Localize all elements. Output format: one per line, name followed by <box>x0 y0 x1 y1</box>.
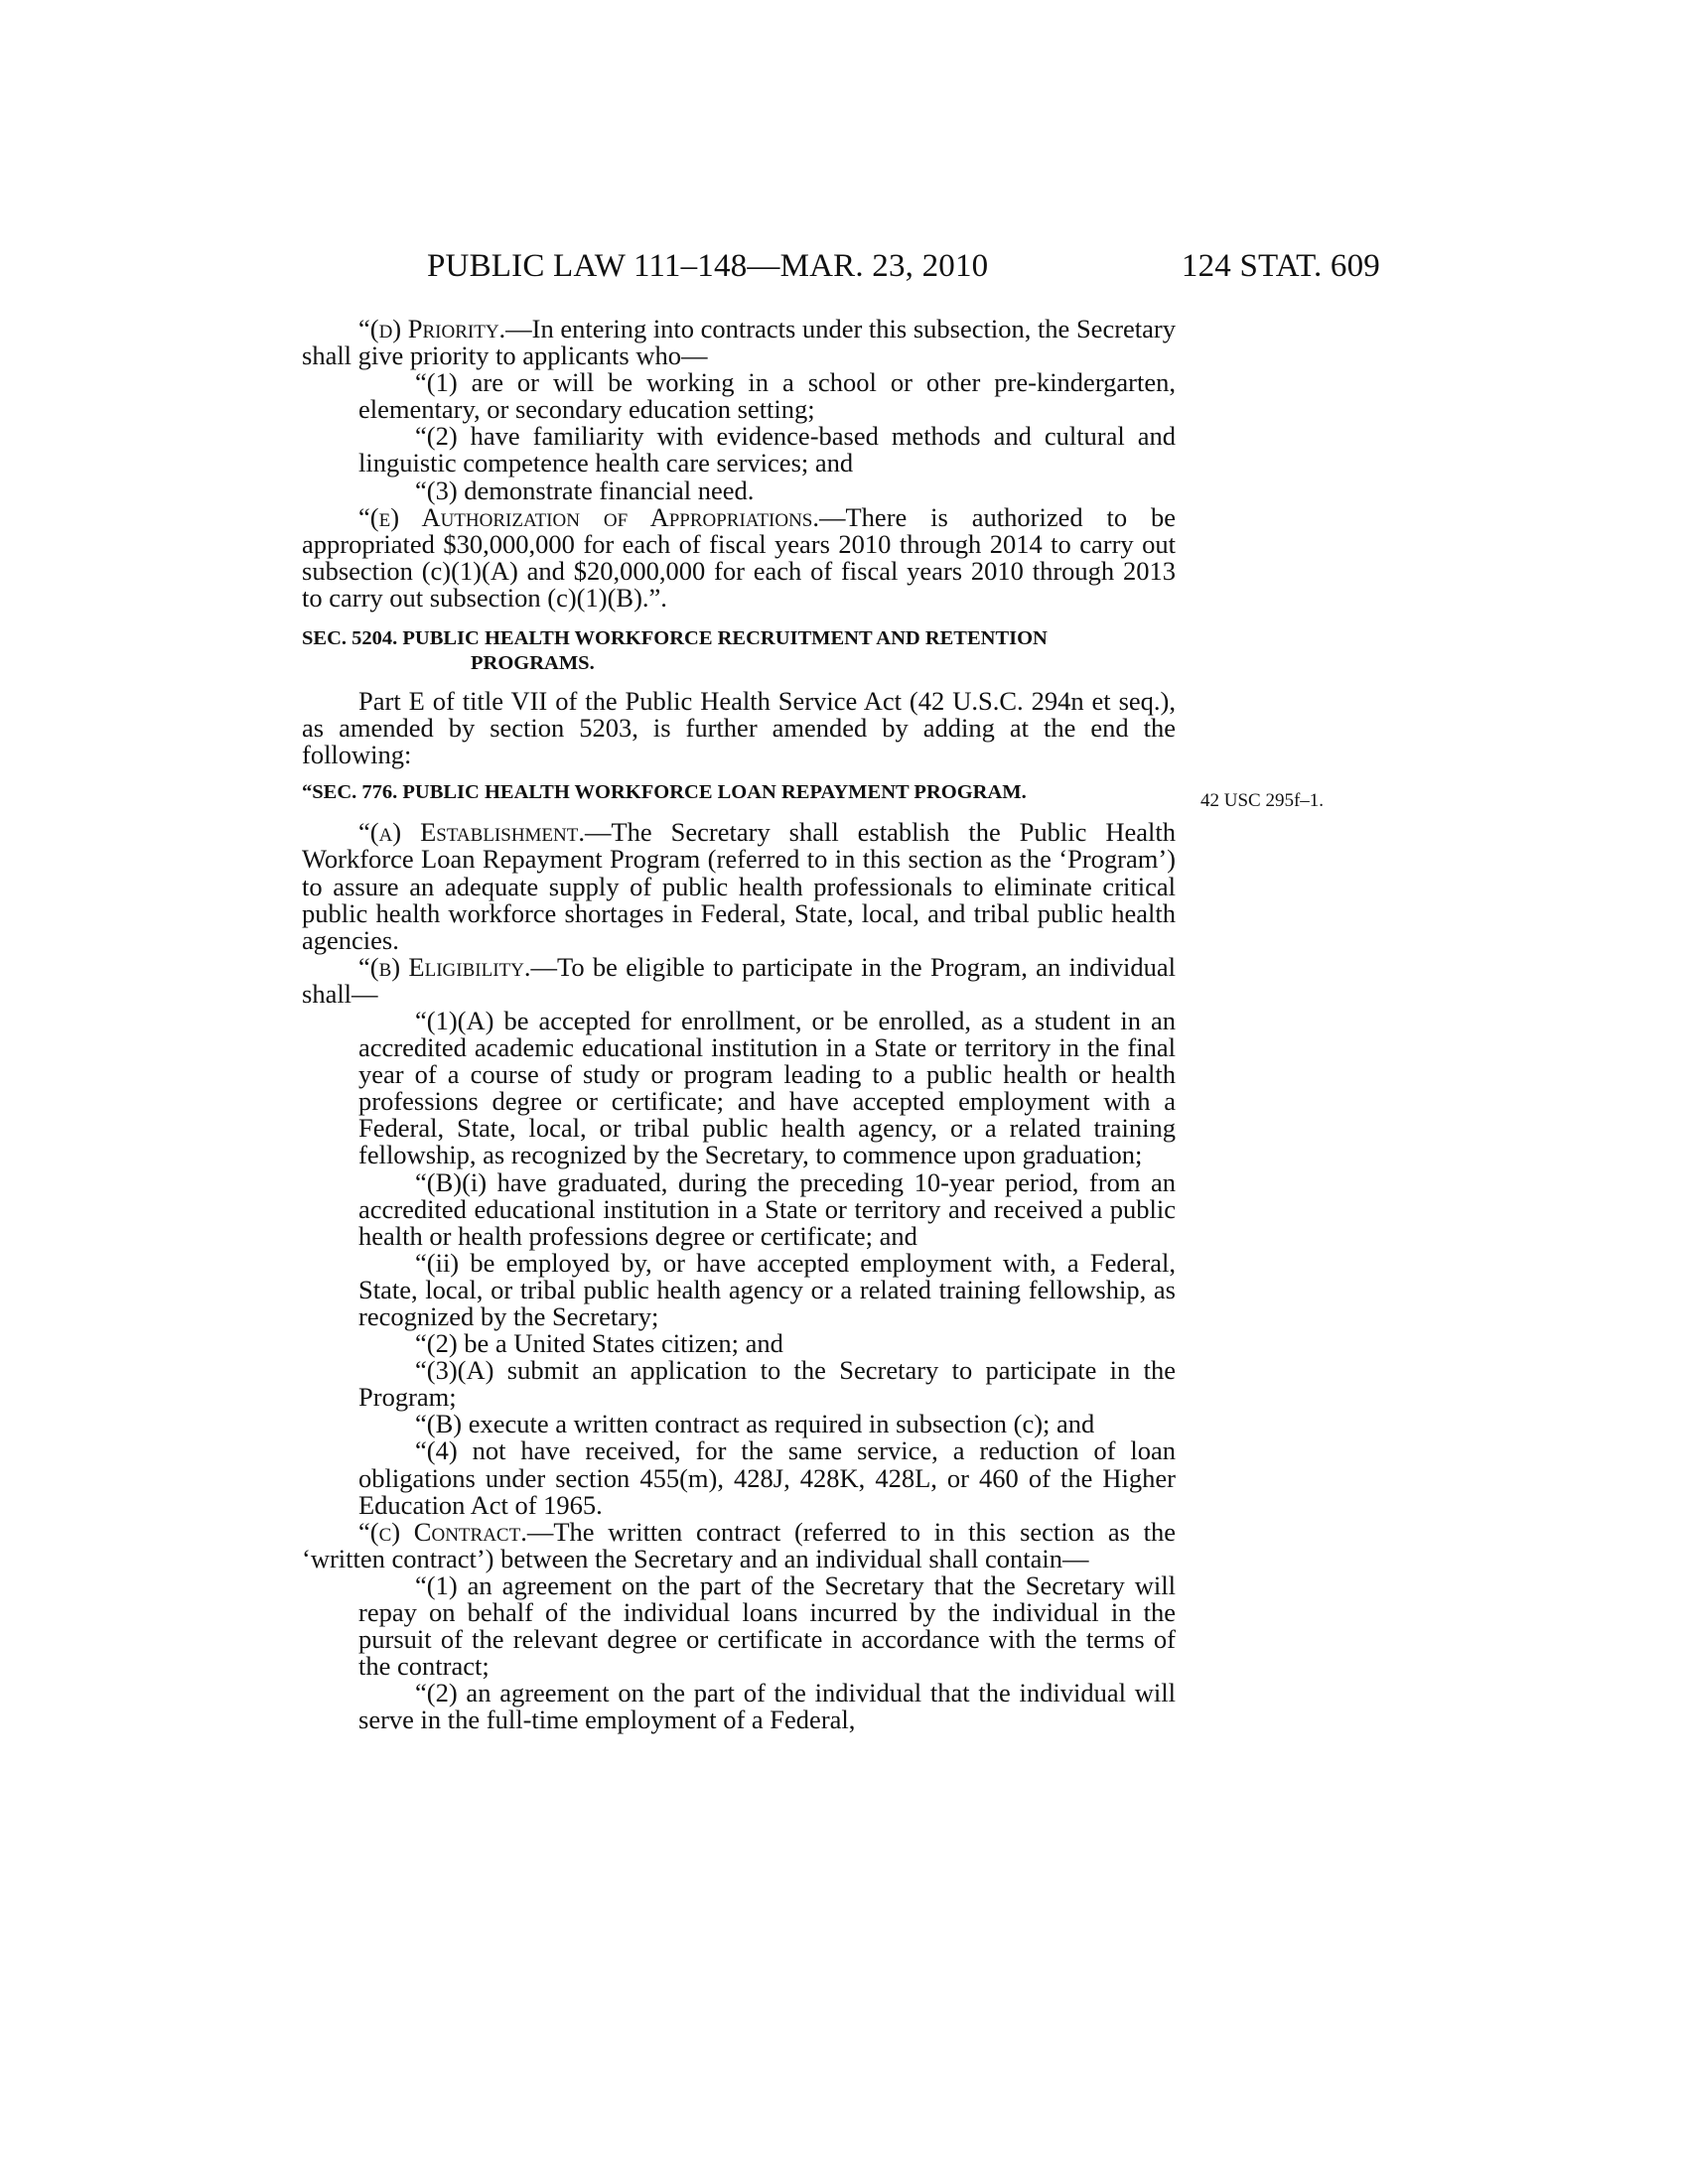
stat-page-number: 124 STAT. 609 <box>1181 248 1380 284</box>
paragraph-b3B: “(B) execute a written contract as required in subsection (c); and <box>415 1409 1095 1439</box>
subsection-b-text: —To be eligible to participate in the Program, an individual shall— <box>302 951 1177 1009</box>
section-5204-intro: Part E of title VII of the Public Health Service Act (42 U.S.C. 294n et seq.), as amended by section 5203, is further amended by adding at the end the following: <box>302 686 1176 770</box>
subsection-a <box>302 819 1176 953</box>
page-header <box>427 246 1380 286</box>
paragraph-b2: “(2) be a United States citizen; and <box>415 1328 783 1359</box>
paragraph-d2: “(2) have familiarity with evidence-based methods and cultural and linguistic competence health care services; and <box>358 421 1176 478</box>
subsection-a-text: —The Secretary shall establish the Public Health Workforce Loan Repayment Program (referred to in this section as the ‘Program’) to assure an adequate supply of public health professionals to eliminate critical public health workforce shortages in Federal, State, local, and tribal public health agencies. <box>302 817 1176 955</box>
usc-margin-note: 42 USC 295f–1. <box>1200 790 1325 811</box>
paragraph-b1Bii: “(ii) be employed by, or have accepted employment with, a Federal, State, local, or tribal public health agency or a related training fellowship, as recognized by the Secretary; <box>358 1247 1176 1331</box>
paragraph-c1: “(1) an agreement on the part of the Secretary that the Secretary will repay on behalf of the individual loans incurred by the individual in the pursuit of the relevant degree or certificate in accordance with the terms of the contract; <box>358 1570 1176 1682</box>
subsection-b <box>302 951 1177 1009</box>
document-body <box>302 316 1176 1734</box>
paragraph-b1A: “(1)(A) be accepted for enrollment, or be enrolled, as a student in an accredited academic educational institution in a State or territory in the final year of a course of study or program leading to a public health or health professions degree or certificate; and have accepted employment with a Federal, State, local, or tribal public health agency, or a related training fellowship, as recognized by the Secretary, to commence upon graduation; <box>358 1005 1176 1170</box>
paragraph-b1Bi: “(B)(i) have graduated, during the preceding 10-year period, from an accredited educational institution in a State or territory and received a public health or health professions degree or certificate; and <box>358 1166 1176 1251</box>
subsection-b-heading: “(b) Eligibility. <box>358 951 531 982</box>
paragraph-b3A: “(3)(A) submit an application to the Secretary to participate in the Program; <box>358 1355 1176 1413</box>
subsection-e-heading: “(e) Authorization of Appropriations. <box>358 501 819 532</box>
section-776-heading: “SEC. 776. PUBLIC HEALTH WORKFORCE LOAN REPAYMENT PROGRAM. <box>302 781 1027 804</box>
subsection-d <box>302 316 1176 369</box>
running-head: PUBLIC LAW 111–148—MAR. 23, 2010 <box>427 248 989 284</box>
subsection-e <box>302 501 1177 613</box>
paragraph-b4: “(4) not have received, for the same service, a reduction of loan obligations under section 455(m), 428J, 428K, 428L, or 460 of the Higher Education Act of 1965. <box>358 1435 1176 1520</box>
paragraph-c2: “(2) an agreement on the part of the individual that the individual will serve in the full-time employment of a Federal, <box>358 1678 1176 1735</box>
subsection-a-heading: “(a) Establishment. <box>358 817 585 848</box>
section-5204-heading: SEC. 5204. PUBLIC HEALTH WORKFORCE RECRUITMENT AND RETENTION PROGRAMS. <box>302 627 1048 675</box>
subsection-e-text: —There is authorized to be appropriated $30,000,000 for each of fiscal years 2010 through 2014 to carry out subsection (c)(1)(A) and $20,000,000 for each of fiscal years 2010 through 2013 to carry out subsection (c)(1)(B).”. <box>302 501 1177 613</box>
paragraph-d3: “(3) demonstrate financial need. <box>415 475 755 505</box>
subsection-c-heading: “(c) Contract. <box>358 1516 527 1547</box>
subsection-d-heading: “(d) Priority. <box>358 314 506 343</box>
subsection-c <box>302 1516 1177 1573</box>
paragraph-d1: “(1) are or will be working in a school or other pre-kindergarten, elementary, or secondary education setting; <box>358 367 1176 425</box>
subsection-c-text: —The written contract (referred to in this section as the ‘written contract’) between the Secretary and an individual shall contain— <box>302 1516 1177 1573</box>
subsection-d-text: —In entering into contracts under this subsection, the Secretary shall give priority to applicants who— <box>302 314 1176 371</box>
